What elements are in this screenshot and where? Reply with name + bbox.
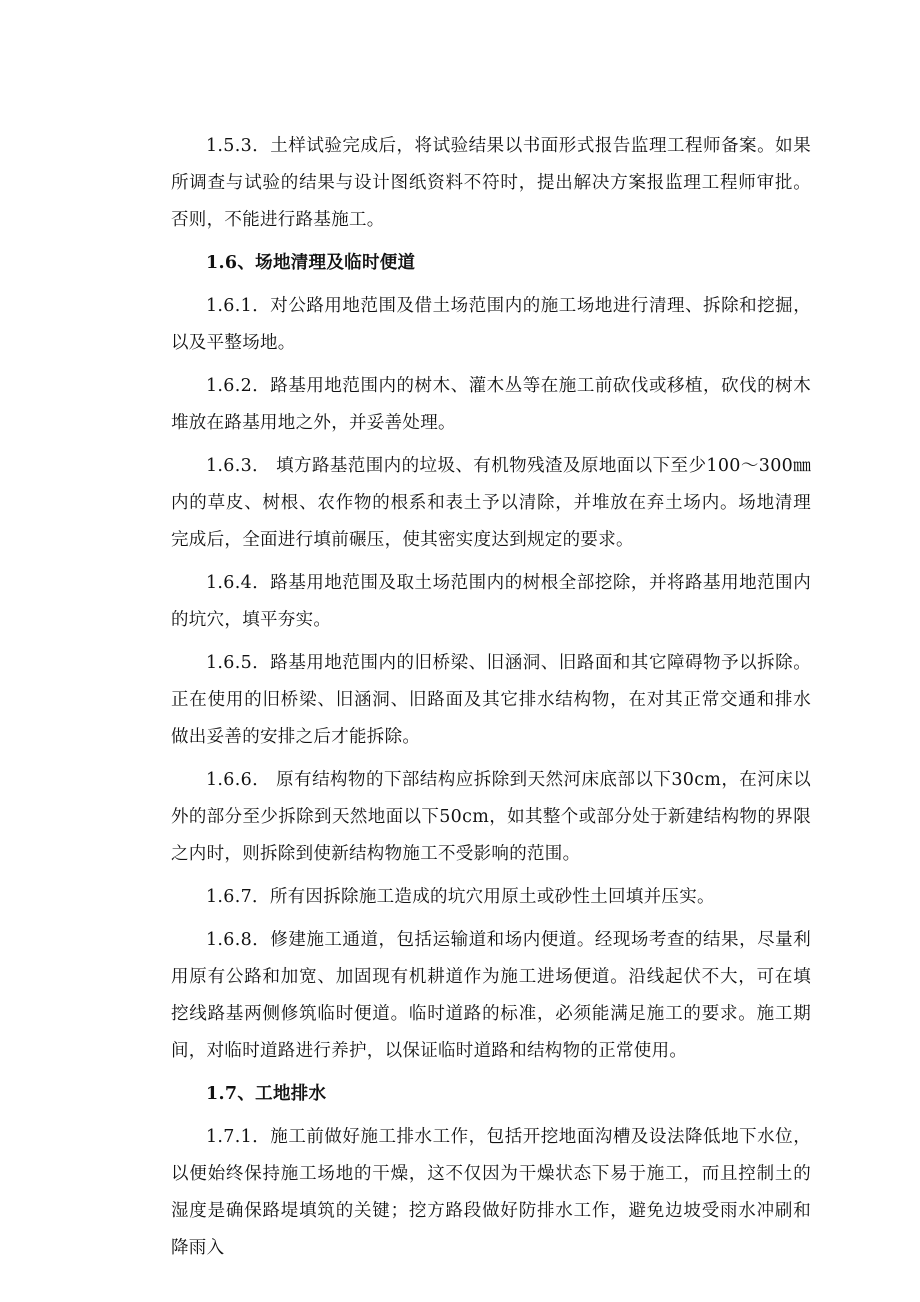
- paragraph-1-6-6: 1.6.6． 原有结构物的下部结构应拆除到天然河床底部以下30cm，在河床以外的部分至少拆除到天然地面以下50cm，如其整个或部分处于新建结构物的界限之内时，则拆除到使新结构物施工不受影响的范围。: [171, 770, 811, 864]
- paragraph-1-5-3: 1.5.3．土样试验完成后，将试验结果以书面形式报告监理工程师备案。如果所调查与试验的结果与设计图纸资料不符时，提出解决方案报监理工程师审批。否则，不能进行路基施工。: [171, 136, 811, 230]
- paragraph-1-6-3: 1.6.3． 填方路基范围内的垃圾、有机物残渣及原地面以下至少100～300㎜内的草皮、树根、农作物的根系和表土予以清除，并堆放在弃土场内。场地清理完成后，全面进行填前碾压，使其密实度达到规定的要求。: [171, 456, 811, 550]
- section-heading-1-6: 1.6、场地清理及临时便道: [206, 253, 416, 273]
- paragraph-1-6-1: 1.6.1．对公路用地范围及借土场范围内的施工场地进行清理、拆除和挖掘，以及平整场地。: [171, 296, 811, 353]
- section-heading-1-7: 1.7、工地排水: [206, 1084, 327, 1104]
- paragraph-1-6-7: 1.6.7．所有因拆除施工造成的坑穴用原土或砂性土回填并压实。: [206, 887, 715, 907]
- paragraph-1-6-8: 1.6.8．修建施工通道，包括运输道和场内便道。经现场考查的结果，尽量利用原有公路和加宽、加固现有机耕道作为施工进场便道。沿线起伏不大，可在填挖线路基两侧修筑临时便道。临时道路的标准，必须能满足施工的要求。施工期间，对临时道路进行养护，以保证临时道路和结构物的正常使用。: [171, 930, 811, 1061]
- document-body: [171, 128, 811, 1267]
- paragraph-1-6-4: 1.6.4．路基用地范围及取土场范围内的树根全部挖除，并将路基用地范围内的坑穴，填平夯实。: [171, 573, 811, 630]
- paragraph-1-6-2: 1.6.2．路基用地范围内的树木、灌木丛等在施工前砍伐或移植，砍伐的树木堆放在路基用地之外，并妥善处理。: [171, 376, 811, 433]
- paragraph-1-6-5: 1.6.5．路基用地范围内的旧桥梁、旧涵洞、旧路面和其它障碍物予以拆除。正在使用的旧桥梁、旧涵洞、旧路面及其它排水结构物，在对其正常交通和排水做出妥善的安排之后才能拆除。: [171, 653, 811, 747]
- paragraph-1-7-1: 1.7.1．施工前做好施工排水工作，包括开挖地面沟槽及设法降低地下水位，以便始终保持施工场地的干燥，这不仅因为干燥状态下易于施工，而且控制土的湿度是确保路堤填筑的关键；挖方路段做好防排水工作，避免边坡受雨水冲刷和降雨入: [171, 1127, 811, 1258]
